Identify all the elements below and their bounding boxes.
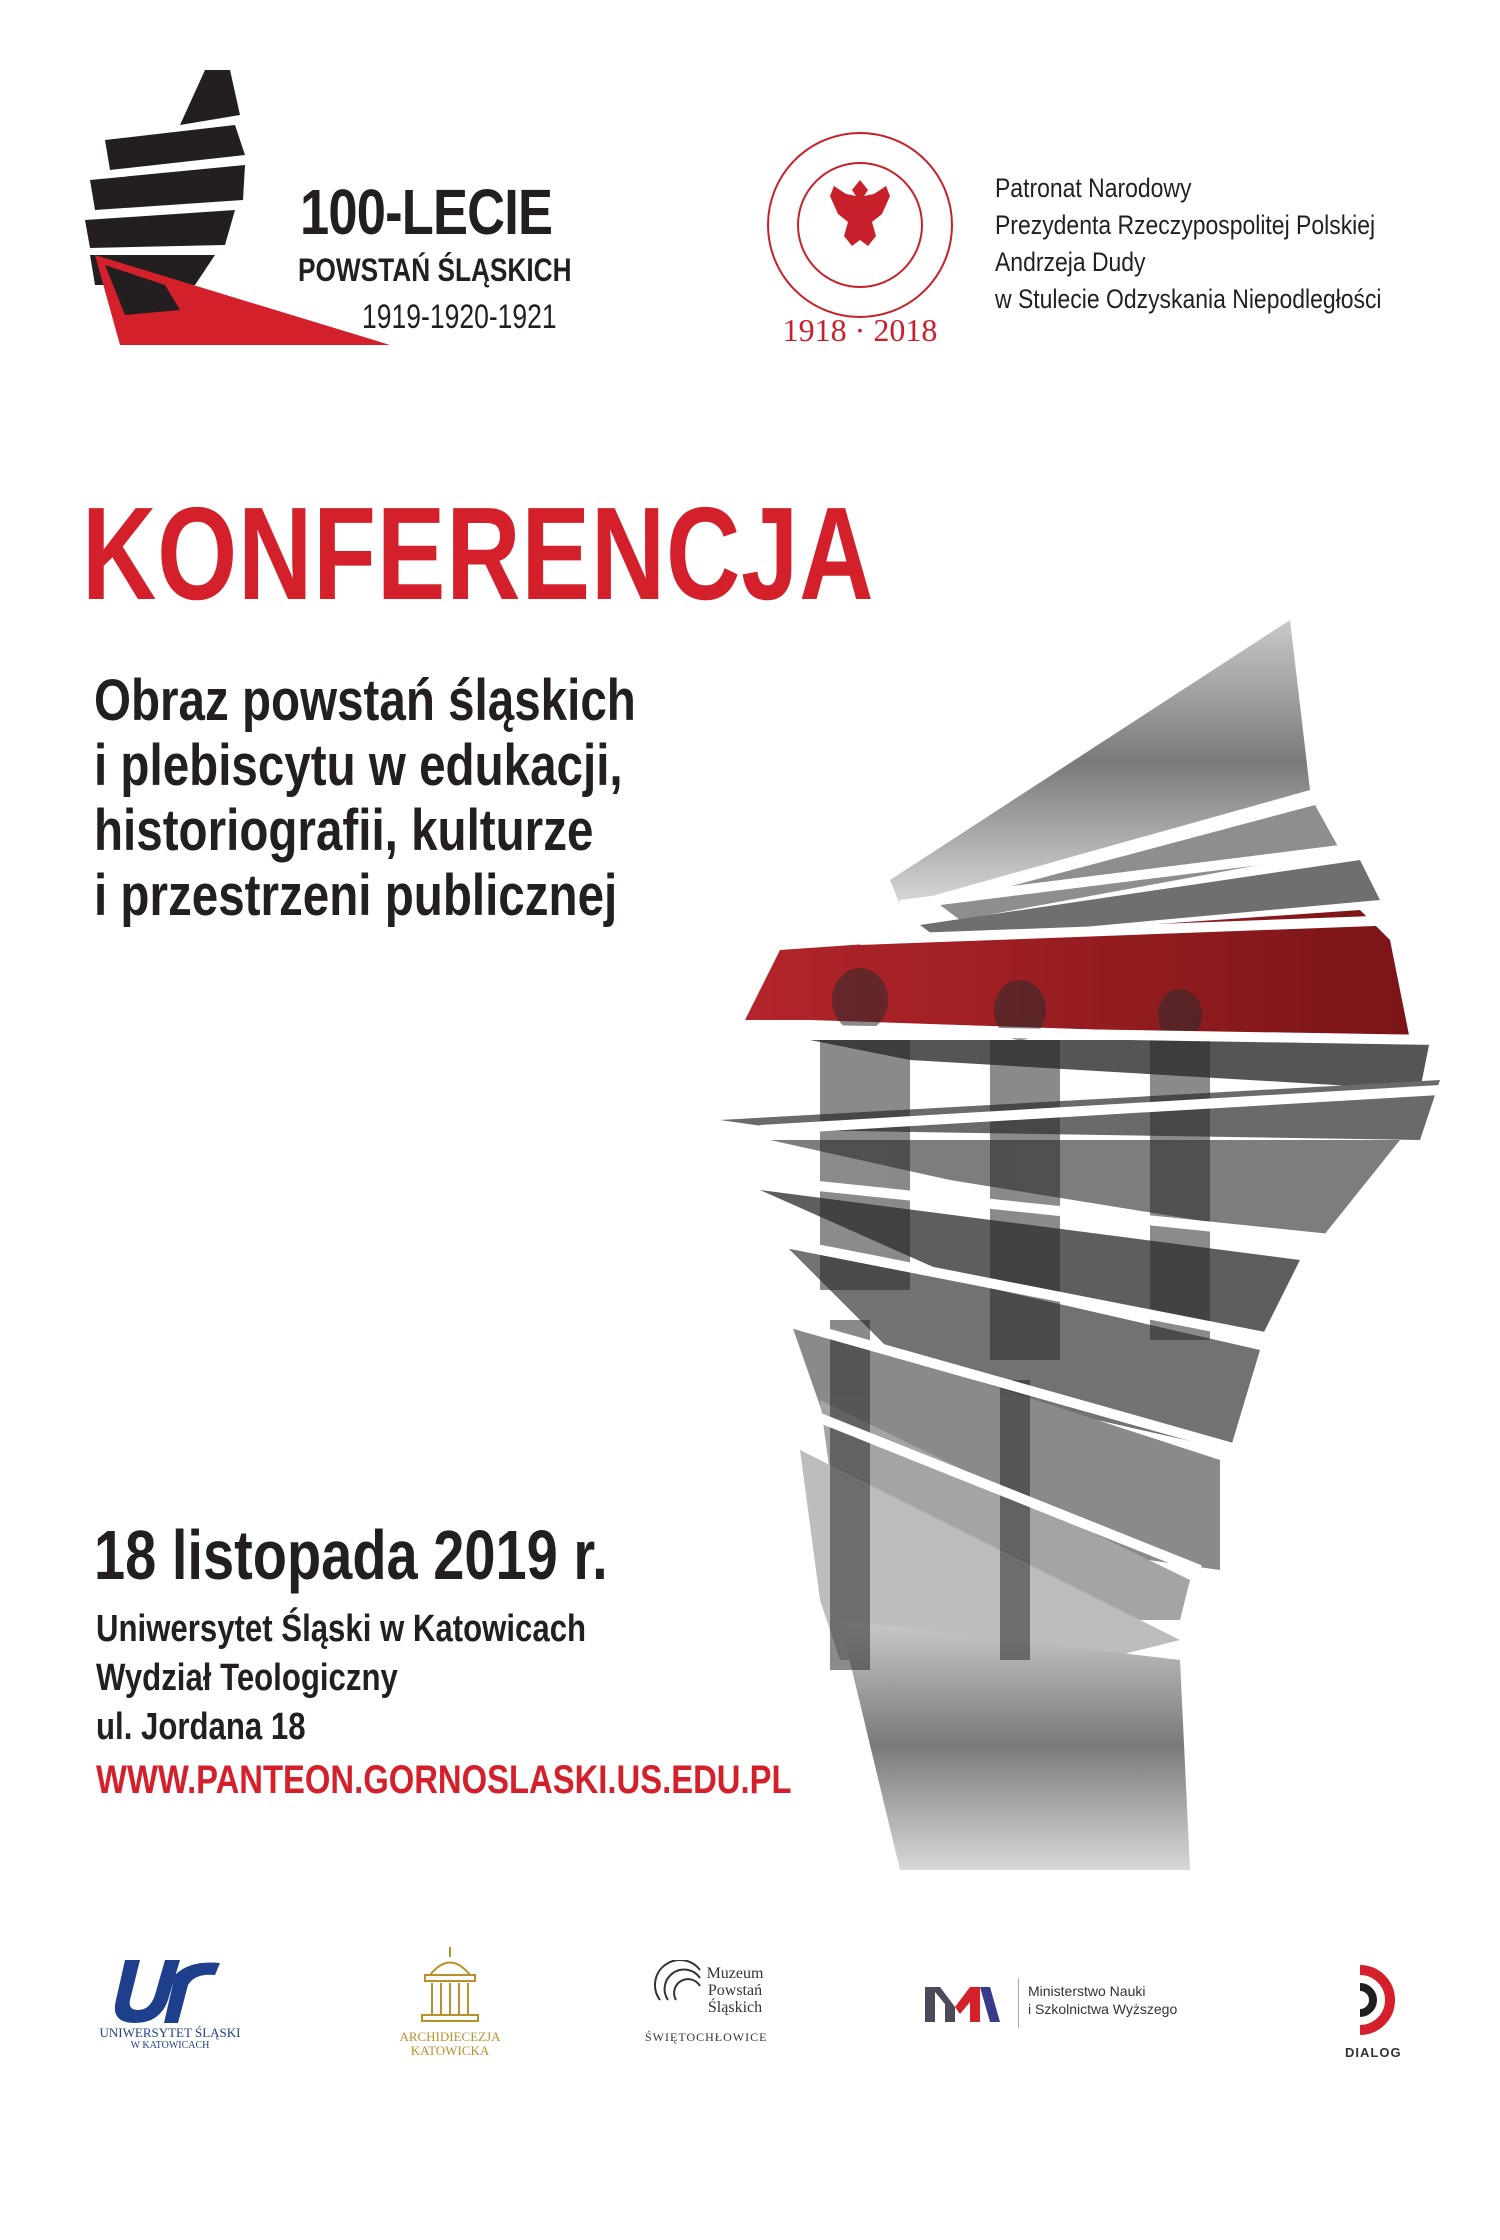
university-city: W KATOWICACH [130,2040,210,2051]
seal-years: 1918 · 2018 [782,312,938,348]
patronage-line: Prezydenta Rzeczypospolitej Polskiej [995,210,1376,240]
museum-line: Śląskich [707,1999,763,2016]
dialog-name: DIALOG [1345,2045,1402,2060]
patronage-line: w Stulecie Odzyskania Niepodległości [995,284,1382,314]
university-name: UNIWERSYTET ŚLĄSKI [99,2025,241,2040]
patronage-line: Patronat Narodowy [995,173,1192,203]
ministry-divider [1018,1978,1019,2028]
archdiocese-name [365,2030,535,2058]
centenary-years: 1919-1920-1921 [362,298,557,336]
patronage-text [995,170,1382,318]
subtitle-line: historiografii, kulturze [94,798,594,863]
venue-line: ul. Jordana 18 [96,1706,306,1748]
venue-line: Uniwersytet Śląski w Katowicach [96,1608,587,1650]
patronage-line: Andrzeja Dudy [995,247,1146,277]
conference-title: KONFERENCJA [82,480,875,627]
archdiocese-logo [400,1945,500,2025]
event-date: 18 listopada 2019 r. [94,1516,608,1594]
centenary-subtitle: POWSTAŃ ŚLĄSKICH [298,252,572,288]
museum-line: Muzeum [706,1965,764,1982]
ministry-logo [925,1982,1005,2022]
archdiocese-line: ARCHIDIECEZJA [399,2029,501,2044]
museum-line: Powstań [707,1982,763,1999]
museum-city: ŚWIĘTOCHŁOWICE [645,2030,768,2044]
subtitle-line: Obraz powstań śląskich [94,668,636,733]
archdiocese-line: KATOWICKA [410,2043,490,2058]
subtitle-line: i plebiscytu w edukacji, [94,733,623,798]
centenary-title: 100-LECIE [300,176,553,248]
ministry-line-text: i Szkolnictwa Wyższego [1028,2001,1178,2017]
ministry-line-text: Ministerstwo Nauki [1028,1983,1146,1999]
event-venue [96,1605,586,1752]
subtitle-line: i przestrzeni publicznej [94,863,618,928]
website-link[interactable]: WWW.PANTEON.GORNOSLASKI.US.EDU.PL [96,1758,792,1802]
conference-subtitle [94,668,636,928]
museum-name [700,1965,770,2016]
ministry-name [1028,1982,1177,2018]
venue-line: Wydział Teologiczny [96,1657,398,1699]
dialog-logo [1350,1965,1410,2035]
